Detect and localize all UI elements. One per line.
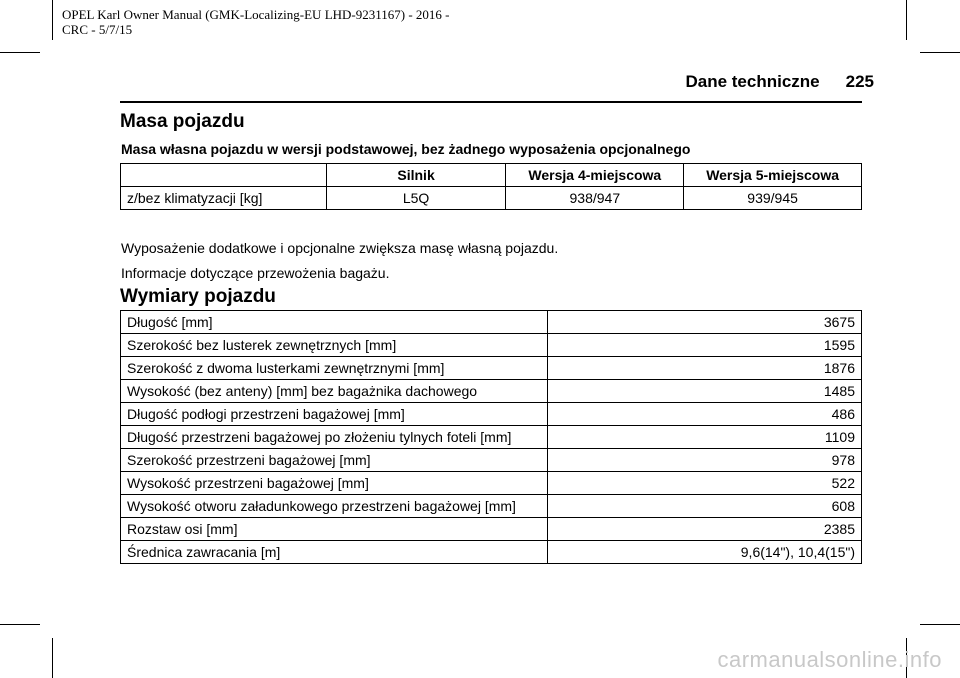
dimension-value: 522: [548, 472, 862, 495]
crop-mark: [52, 0, 53, 40]
header-rule: [120, 101, 862, 103]
dimension-value: 978: [548, 449, 862, 472]
table-row: [121, 403, 862, 426]
dimension-label: Rozstaw osi [mm]: [121, 518, 548, 541]
mass-table: [120, 163, 862, 210]
dimension-label: Wysokość (bez anteny) [mm] bez bagażnika dachowego: [121, 380, 548, 403]
dimension-label: Długość przestrzeni bagażowej po złożeniu tylnych foteli [mm]: [121, 426, 548, 449]
dimension-label: Wysokość przestrzeni bagażowej [mm]: [121, 472, 548, 495]
crop-mark: [0, 624, 40, 625]
dimension-value: 9,6(14"), 10,4(15"): [548, 541, 862, 564]
dimensions-table: [120, 310, 862, 564]
mass-cell: 939/945: [684, 187, 862, 210]
table-row: [121, 311, 862, 334]
crop-mark: [52, 638, 53, 678]
dimension-value: 1109: [548, 426, 862, 449]
dimension-value: 1595: [548, 334, 862, 357]
mass-table-header-row: [121, 164, 862, 187]
table-row: [121, 357, 862, 380]
crop-mark: [0, 52, 40, 53]
document-header: [62, 7, 450, 37]
crop-mark: [920, 624, 960, 625]
dimension-value: 2385: [548, 518, 862, 541]
mass-note-1: Wyposażenie dodatkowe i opcjonalne zwiększa masę własną pojazdu.: [121, 240, 559, 256]
chapter-title: Dane techniczne: [685, 72, 820, 91]
crop-mark: [920, 52, 960, 53]
mass-cell: L5Q: [326, 187, 506, 210]
table-row: [121, 449, 862, 472]
running-head: [685, 72, 874, 92]
table-row: [121, 426, 862, 449]
mass-table-header: Wersja 5-miejscowa: [684, 164, 862, 187]
mass-note-2: Informacje dotyczące przewożenia bagażu.: [121, 265, 390, 281]
table-row: [121, 187, 862, 210]
dimension-label: Długość [mm]: [121, 311, 548, 334]
section-title-dimensions: Wymiary pojazdu: [120, 286, 276, 307]
table-row: [121, 518, 862, 541]
dimension-value: 608: [548, 495, 862, 518]
watermark: carmanualsonline.info: [717, 647, 942, 672]
table-row: [121, 472, 862, 495]
dimension-value: 1876: [548, 357, 862, 380]
dimension-label: Średnica zawracania [m]: [121, 541, 548, 564]
mass-table-header: [121, 164, 327, 187]
dimension-label: Szerokość przestrzeni bagażowej [mm]: [121, 449, 548, 472]
dimension-value: 486: [548, 403, 862, 426]
mass-cell: 938/947: [506, 187, 684, 210]
document-header-line2: CRC - 5/7/15: [62, 22, 133, 37]
dimension-value: 1485: [548, 380, 862, 403]
mass-table-header: Wersja 4-miejscowa: [506, 164, 684, 187]
mass-row-label: z/bez klimatyzacji [kg]: [121, 187, 327, 210]
dimension-label: Długość podłogi przestrzeni bagażowej [mm]: [121, 403, 548, 426]
table-row: [121, 334, 862, 357]
dimension-value: 3675: [548, 311, 862, 334]
dimension-label: Szerokość z dwoma lusterkami zewnętrznymi [mm]: [121, 357, 548, 380]
page-number: 225: [845, 72, 874, 91]
dimension-label: Wysokość otworu załadunkowego przestrzeni bagażowej [mm]: [121, 495, 548, 518]
section-title-mass: Masa pojazdu: [120, 111, 245, 132]
crop-mark: [906, 0, 907, 40]
document-header-line1: OPEL Karl Owner Manual (GMK-Localizing-EU LHD-9231167) - 2016 -: [62, 7, 450, 22]
mass-table-header: Silnik: [326, 164, 506, 187]
table-row: [121, 380, 862, 403]
mass-subtitle: Masa własna pojazdu w wersji podstawowej, bez żadnego wyposażenia opcjonalnego: [121, 141, 691, 157]
dimension-label: Szerokość bez lusterek zewnętrznych [mm]: [121, 334, 548, 357]
table-row: [121, 541, 862, 564]
table-row: [121, 495, 862, 518]
